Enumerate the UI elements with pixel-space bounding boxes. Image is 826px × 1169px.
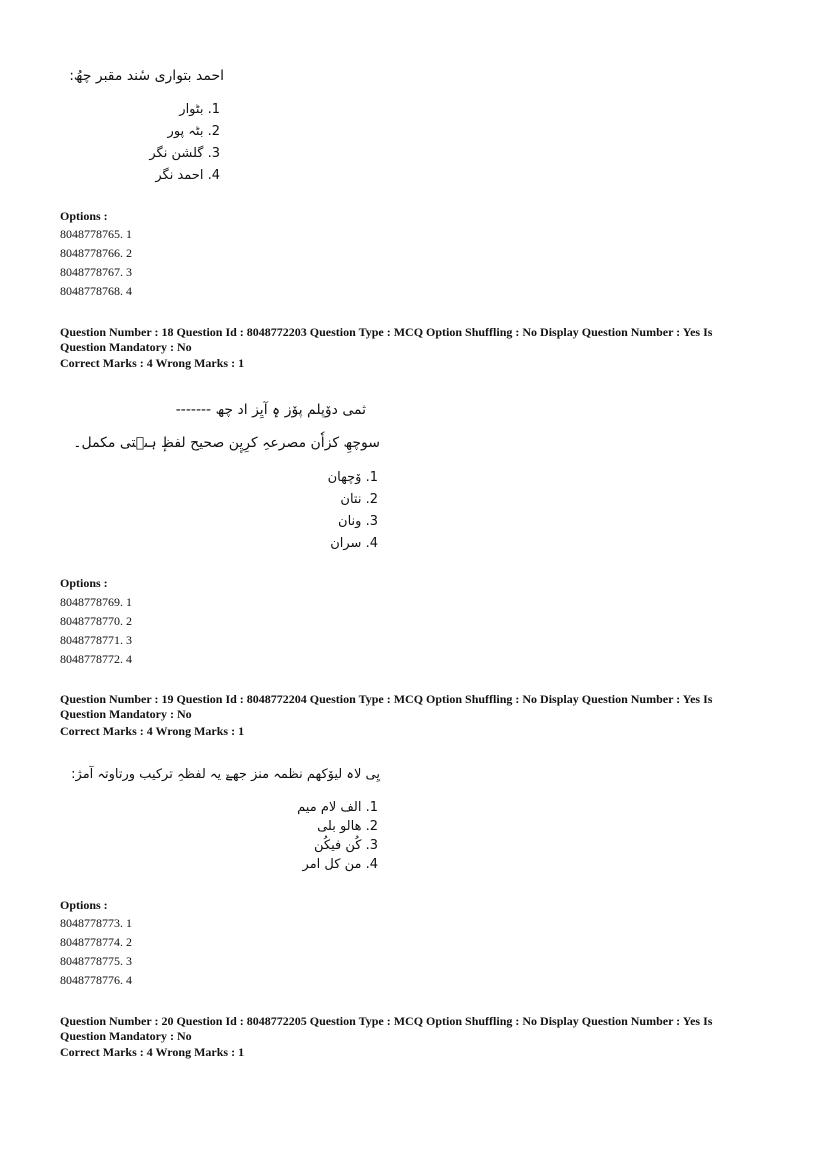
q17-choice-4: 4. احمد نگر — [155, 168, 220, 183]
q20-marks: Correct Marks : 4 Wrong Marks : 1 — [60, 1045, 245, 1059]
q18-choice-3: 3. ونان — [338, 514, 378, 529]
q17-option-code-3: 8048778767. 3 — [60, 265, 132, 279]
q18-option-code-4: 8048778772. 4 — [60, 652, 132, 666]
q17-options-label: Options : — [60, 209, 108, 223]
q19-marks: Correct Marks : 4 Wrong Marks : 1 — [60, 724, 245, 738]
q18-line-2: سوچھِ کزاٗن مصرعہِ کرِیٕن صحیح لفظٕ ہٮ۪تی مکمل۔ — [73, 435, 380, 451]
q17-choice-1: 1. بٹوار — [179, 102, 220, 117]
q19-header — [60, 692, 760, 722]
q20-header-line1: Question Number : 20 Question Id : 8048772205 Question Type : MCQ Option Shuffling : No Display Question Number : Yes Is — [60, 1014, 713, 1028]
q17-option-code-4: 8048778768. 4 — [60, 284, 132, 298]
q19-header-line1: Question Number : 19 Question Id : 8048772204 Question Type : MCQ Option Shuffling : No Display Question Number : Yes Is — [60, 692, 713, 706]
q17-option-code-2: 8048778766. 2 — [60, 246, 132, 260]
q19-option-code-4: 8048778776. 4 — [60, 973, 132, 987]
q19-option-code-2: 8048778774. 2 — [60, 935, 132, 949]
q19-options-label: Options : — [60, 898, 108, 912]
q18-marks: Correct Marks : 4 Wrong Marks : 1 — [60, 356, 245, 370]
q18-header-line1: Question Number : 18 Question Id : 8048772203 Question Type : MCQ Option Shuffling : No Display Question Number : Yes Is — [60, 325, 713, 339]
q19-header-line2: Question Mandatory : No — [60, 707, 192, 721]
q18-choice-1: 1. وٚچھان — [327, 470, 378, 485]
q19-choice-4: 4. من کل امر — [302, 857, 378, 872]
q18-option-code-3: 8048778771. 3 — [60, 633, 132, 647]
q18-option-code-2: 8048778770. 2 — [60, 614, 132, 628]
q17-choice-2: 2. بٹہ پور — [167, 124, 220, 139]
q18-option-code-1: 8048778769. 1 — [60, 595, 132, 609]
q19-question: یِی لاہ لیوٚکھم نظمہ منز جھےٚ یہ لفظہِ ترکیب ورتاوتہ آمژ: — [71, 767, 380, 782]
q18-header — [60, 325, 760, 355]
q17-choice-3: 3. گلشن نگر — [149, 146, 220, 161]
q18-choice-4: 4. سران — [330, 536, 378, 551]
q19-option-code-3: 8048778775. 3 — [60, 954, 132, 968]
q18-line-1: ثمی دۆپلم پۆز ہٕ آیِز اد چھ ------- — [175, 402, 366, 418]
q18-options-label: Options : — [60, 576, 108, 590]
q17-question: احمد بتواری سٔند مقبر چھُ: — [69, 68, 224, 84]
q18-choice-2: 2. نتان — [340, 492, 378, 507]
q19-choice-2: 2. ھالو بلی — [317, 819, 378, 834]
q20-header — [60, 1014, 760, 1044]
q19-option-code-1: 8048778773. 1 — [60, 916, 132, 930]
q20-header-line2: Question Mandatory : No — [60, 1029, 192, 1043]
q18-header-line2: Question Mandatory : No — [60, 340, 192, 354]
q19-choice-1: 1. الف لام میم — [297, 800, 378, 815]
q17-option-code-1: 8048778765. 1 — [60, 227, 132, 241]
q19-choice-3: 3. کُن فیکُن — [314, 838, 378, 853]
